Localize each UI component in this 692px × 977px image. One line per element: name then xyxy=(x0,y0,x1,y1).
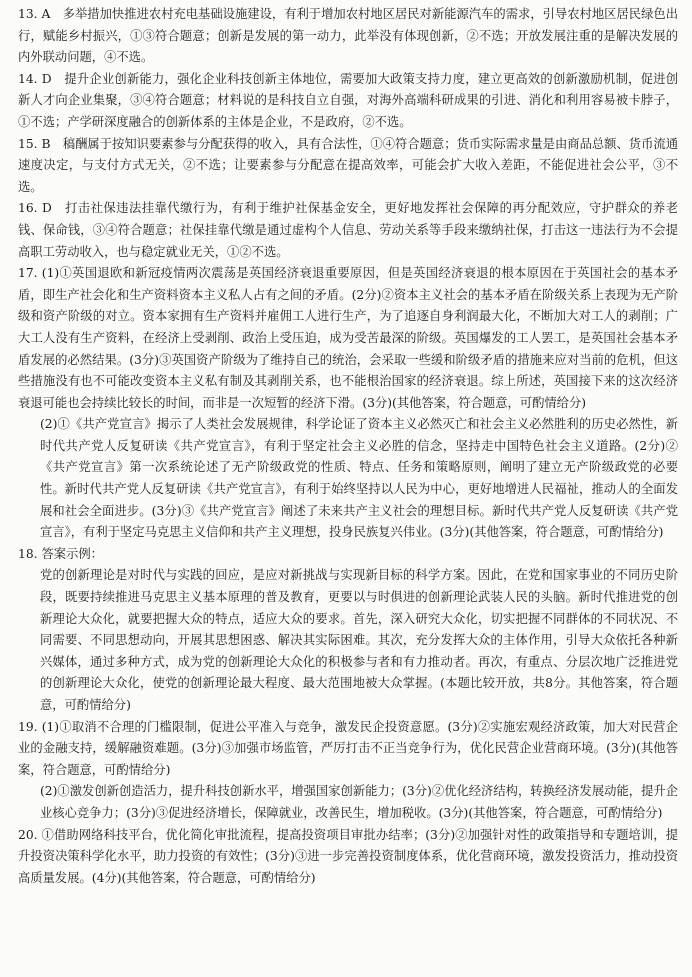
answer-text: 14. D 提升企业创新能力，强化企业科技创新主体地位，需要加大政策支持力度，建立更高效的创新激励机制，促进创新人才向企业集聚，③④符合题意；材料说的是科技自立自强，对海外高端科研成果的引进、消化和利用容易被卡脖子，①不选；产学研深度融合的创新体系的主体是企业，不是政府，②不选。 xyxy=(18,71,678,129)
answer-text: 16. D 打击社保违法挂靠代缴行为，有利于维护社保基金安全，更好地发挥社会保障的再分配效应，守护群众的养老钱、保命钱，③④符合题意；社保挂靠代缴是通过虚构个人信息、劳动关系等手段来缴纳社保，打击这一违法行为不会提高职工劳动收入，也与稳定就业无关，①②不选。 xyxy=(18,201,678,259)
answer-text: 15. B 稿酬属于按知识要素参与分配获得的收入，具有合法性，①④符合题意；货币实际需求量是由商品总额、货币流通速度决定，与支付方式无关，②不选；让要素参与分配意在提高效率，可能会扩大收入差距，不能促进社会公平，③不选。 xyxy=(18,136,678,194)
answer-text: 党的创新理论是对时代与实践的回应，是应对新挑战与实现新目标的科学方案。因此，在党和国家事业的不同历史阶段，既要持续推进马克思主义基本原理的普及教育，更要以与时俱进的创新理论武装人民的头脑。新时代推进党的创新理论大众化，就要把握大众的特点，适应大众的要求。首先，深入研究大众化，切实把握不同群体的不同状况、不同需要、不同思想动向，开展其思想困惑、解决其实际困难。其次，充分发挥大众的主体作用，引导大众依托各种新兴媒体，通过多种方式，成为党的创新理论大众化的积极参与者和有力推动者。再次，有重点、分层次地广泛推进党的创新理论大众化，使党的创新理论最大程度、最大范围地被大众掌握。(本题比较开放，共8分。其他答案，符合题意，可酌情给分) xyxy=(40,568,678,712)
answer-item-13 xyxy=(18,4,678,69)
answer-item-17 xyxy=(18,263,678,544)
answer-item-19 xyxy=(18,717,678,825)
answer-item-18 xyxy=(18,544,678,717)
answer-item-20 xyxy=(18,825,678,890)
answer-heading: 18. 答案示例： xyxy=(18,546,103,561)
answer-text-part-1: 17. (1)①英国退欧和新冠疫情两次震荡是英国经济衰退重要原因，但是英国经济衰退的根本原因在于英国社会的基本矛盾，即生产社会化和生产资料资本主义私人占有之间的矛盾。(2分)②资本主义社会的基本矛盾在阶级关系上表现为无产阶级和资产阶级的对立。资本家拥有生产资料并雇佣工人进行生产，为了追逐自身利润最大化，不断加大对工人的剥削；广大工人没有生产资料，在经济上受剥削、政治上受压迫，成为受苦最深的阶级。英国爆发的工人罢工，是英国社会基本矛盾发展的必然结果。(3分)③英国资产阶级为了维持自己的统治，会采取一些缓和阶级矛盾的措施来应对当前的危机，但这些措施没有也不可能改变资本主义私有制及其剥削关系，也不能根治国家的经济衰退。综上所述，英国接下来的这次经济衰退可能也会持续比较长的时间，而非是一次短暂的经济下滑。(3分)(其他答案，符合题意，可酌情给分) xyxy=(18,266,678,410)
answer-text: 13. A 多举措加快推进农村充电基础设施建设，有利于增加农村地区居民对新能源汽车的需求，引导农村地区居民绿色出行，赋能乡村振兴，①③符合题意；创新是发展的第一动力，此举没有体现创新，②不选；开放发展注重的是解决发展的内外联动问题，④不选。 xyxy=(18,7,678,65)
answer-item-16 xyxy=(18,198,678,263)
answer-text-part-2: (2)①激发创新创造活力，提升科技创新水平，增强国家创新能力；(3分)②优化经济结构，转换经济发展动能，提升企业核心竞争力；(3分)③促进经济增长，保障就业，改善民生，增加税收。(3分)(其他答案，符合题意，可酌情给分) xyxy=(40,784,678,820)
answer-text-part-2: (2)①《共产党宣言》揭示了人类社会发展规律，科学论证了资本主义必然灭亡和社会主义必然胜利的历史必然性，新时代共产党人反复研读《共产党宣言》，有利于坚定社会主义必胜的信念，坚持走中国特色社会主义道路。(2分)②《共产党宣言》第一次系统论述了无产阶级政党的性质、特点、任务和策略原则，阐明了建立无产阶级政党的必要性。新时代共产党人反复研读《共产党宣言》，有利于始终坚持以人民为中心，更好地增进人民福祉，推动人的全面发展和社会全面进步。(3分)③《共产党宣言》阐述了未来共产主义社会的理想目标。新时代共产党人反复研读《共产党宣言》，有利于坚定马克思主义信仰和共产主义理想，投身民族复兴伟业。(3分)(其他答案，符合题意，可酌情给分) xyxy=(40,417,678,540)
answer-text-part-1: 19. (1)①取消不合理的门槛限制，促进公平准入与竞争，激发民企投资意愿。(3分)②实施宏观经济政策，加大对民营企业的金融支持，缓解融资难题。(3分)③加强市场监管，严厉打击不正当竞争行为，优化民营企业营商环境。(3分)(其他答案，符合题意，可酌情给分) xyxy=(18,719,678,777)
answer-text: 20. ①借助网络科技平台，优化简化审批流程，提高投资项目审批办结率；(3分)②加强针对性的政策指导和专题培训，提升投资决策科学化水平，助力投资的有效性；(3分)③进一步完善投资制度体系，优化营商环境，激发投资活力，推动投资高质量发展。(4分)(其他答案，符合题意，可酌情给分) xyxy=(18,827,678,885)
answer-item-14 xyxy=(18,69,678,134)
answer-item-15 xyxy=(18,134,678,199)
